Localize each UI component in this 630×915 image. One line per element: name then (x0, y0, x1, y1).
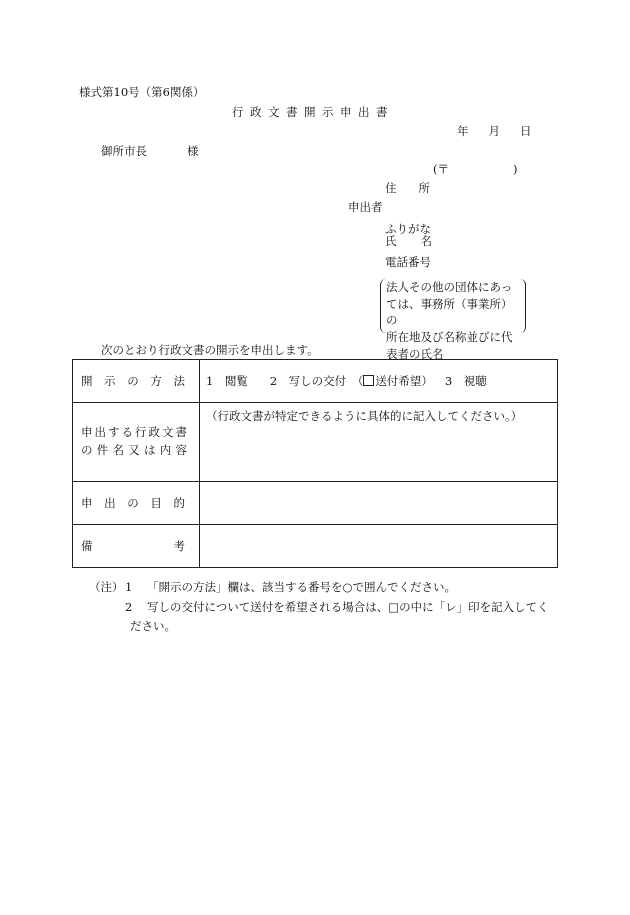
postal-open: (〒 (433, 162, 449, 176)
name-label-1: 氏 (385, 234, 397, 248)
address-label-1: 住 (385, 181, 397, 195)
postal-close: ) (513, 162, 518, 176)
content-label-line2 (81, 442, 187, 460)
purpose-label (73, 482, 200, 525)
method-option-copy-label: 2 写しの交付 （ (269, 373, 364, 388)
label-char: す (108, 425, 120, 440)
corporate-note-line: ては、事務所（事業所）の (386, 296, 513, 328)
note-text: 写しの交付について送付を希望される場合は、□の中に「レ」印を記入してく (147, 600, 549, 614)
mail-delivery-label: 送付希望） (375, 373, 433, 388)
label-char: は (144, 443, 156, 457)
form-code: 様式第10号（第6関係） (79, 85, 205, 99)
label-char: 行 (135, 425, 147, 440)
label-char: の (127, 495, 139, 510)
corporate-note-line: 所在地及び名称並びに代 (386, 330, 513, 345)
mail-delivery-checkbox[interactable] (363, 375, 374, 386)
label-char: 示 (104, 373, 116, 388)
label-char: 書 (175, 425, 187, 440)
phone-label: 電話番号 (385, 255, 431, 269)
method-options[interactable] (200, 360, 558, 403)
applicant-label: 申出者 (348, 200, 383, 214)
remarks-label-chars (81, 539, 185, 554)
note-number: 2 (125, 600, 133, 614)
label-char: 出 (104, 495, 116, 510)
method-label (73, 360, 200, 403)
content-hint: （行政文書が特定できるように具体的に記入してください。） (206, 409, 523, 423)
corporate-note-line: 法人その他の団体にあっ (386, 280, 513, 294)
document-title: 行政文書開示申出書 (232, 105, 394, 119)
label-char: 開 (81, 373, 93, 388)
note-item (125, 600, 549, 615)
purpose-row (73, 482, 558, 525)
remarks-row (73, 525, 558, 568)
label-char: 出 (94, 425, 106, 440)
address-label (385, 181, 430, 196)
date-month: 月 (488, 124, 500, 138)
label-char: 又 (128, 443, 140, 457)
purpose-label-chars (81, 496, 185, 511)
label-char: 政 (148, 425, 160, 440)
method-option-copy[interactable] (270, 374, 433, 389)
method-label-chars (81, 374, 185, 389)
furigana-label: ふりがな (385, 222, 431, 236)
remarks-input[interactable] (200, 525, 558, 568)
label-char: 申 (81, 425, 93, 440)
intro-text: 次のとおり行政文書の開示を申出します。 (101, 343, 319, 357)
method-row (73, 360, 558, 403)
method-option-view[interactable]: 1 閲覧 (206, 373, 248, 388)
label-char: 方 (150, 373, 162, 388)
label-char: 文 (162, 425, 174, 440)
addressee (101, 144, 199, 159)
label-char: 目 (150, 495, 162, 510)
label-char: の (81, 443, 93, 457)
label-char: 容 (175, 443, 187, 457)
label-char: 名 (112, 443, 124, 457)
postal-code (433, 162, 518, 177)
note-text: 「開示の方法」欄は、該当する番号を○で囲んでください。 (147, 580, 457, 594)
method-option-watch[interactable]: 3 視聴 (444, 373, 487, 388)
name-label-2: 名 (420, 234, 432, 248)
note-continuation: ださい。 (130, 619, 176, 633)
remarks-label (73, 525, 200, 568)
label-char: る (121, 425, 133, 440)
label-char: 備 (81, 538, 93, 553)
content-input[interactable] (200, 403, 558, 482)
purpose-input[interactable] (200, 482, 558, 525)
note-number: 1 (125, 580, 133, 594)
addressee-name: 御所市長 (101, 144, 147, 158)
label-char: 的 (173, 495, 185, 510)
date-day: 日 (520, 124, 532, 138)
label-char: 法 (173, 373, 185, 388)
corporate-note (380, 279, 526, 361)
label-char: 件 (96, 443, 109, 457)
date-year: 年 (457, 124, 469, 138)
date-line (443, 124, 532, 139)
content-label-line1 (81, 424, 187, 442)
notes-label: （注） (89, 580, 124, 594)
addressee-honorific: 様 (187, 144, 199, 158)
content-label (73, 403, 200, 482)
label-char: 内 (159, 443, 172, 457)
label-char: 申 (81, 495, 93, 510)
content-row (73, 403, 558, 482)
corporate-note-line: 表者の氏名 (386, 346, 444, 361)
label-char: の (127, 373, 139, 388)
name-label (385, 234, 432, 249)
note-item (125, 580, 456, 595)
address-label-2: 所 (418, 181, 430, 195)
request-table (72, 359, 558, 568)
label-char: 考 (173, 538, 185, 553)
